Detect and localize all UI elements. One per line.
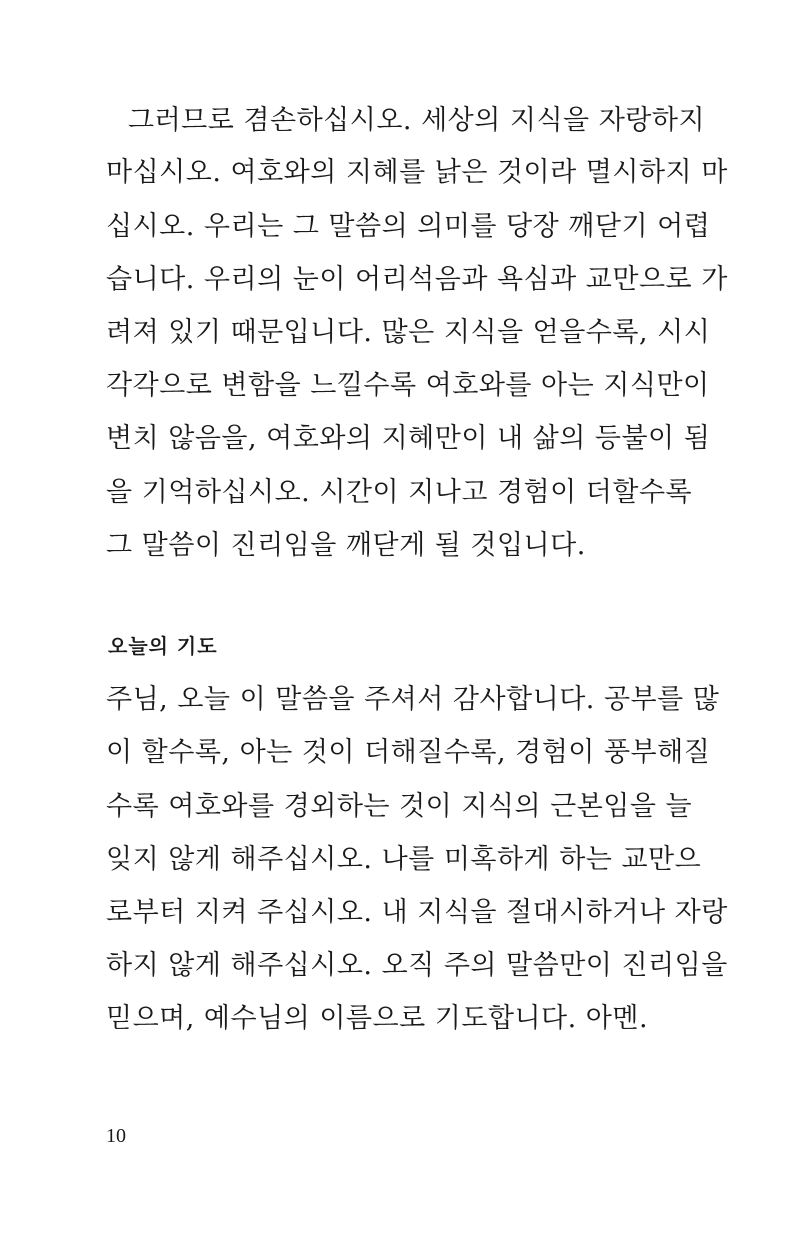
passage-line: 변치 않음을, 여호와의 지혜만이 내 삶의 등불이 됨	[106, 423, 711, 454]
passage-line: 마십시오. 여호와의 지혜를 낡은 것이라 멸시하지 마	[106, 157, 728, 188]
passage-line: 그러므로 겸손하십시오. 세상의 지식을 자랑하지	[128, 105, 706, 136]
prayer-line: 주님, 오늘 이 말씀을 주셔서 감사합니다. 공부를 많	[106, 684, 720, 715]
prayer-heading: 오늘의 기도	[108, 634, 218, 658]
prayer-line: 하지 않게 해주십시오. 오직 주의 말씀만이 진리임을	[106, 950, 728, 981]
passage-line: 십시오. 우리는 그 말씀의 의미를 당장 깨닫기 어렵	[106, 211, 711, 242]
page-number: 10	[106, 1125, 126, 1147]
prayer-line: 로부터 지켜 주십시오. 내 지식을 절대시하거나 자랑	[106, 897, 728, 928]
passage-line: 각각으로 변함을 느낄수록 여호와를 아는 지식만이	[106, 370, 710, 401]
passage-line: 그 말씀이 진리임을 깨닫게 될 것입니다.	[106, 530, 586, 561]
prayer-line: 수록 여호와를 경외하는 것이 지식의 근본임을 늘	[106, 791, 693, 822]
passage-line: 을 기억하십시오. 시간이 지나고 경험이 더할수록	[106, 477, 693, 508]
prayer-line: 이 할수록, 아는 것이 더해질수록, 경험이 풍부해질	[106, 737, 711, 768]
passage-line: 습니다. 우리의 눈이 어리석음과 욕심과 교만으로 가	[106, 264, 728, 295]
prayer-line: 믿으며, 예수님의 이름으로 기도합니다. 아멘.	[106, 1003, 649, 1034]
passage-line: 려져 있기 때문입니다. 많은 지식을 얻을수록, 시시	[106, 317, 711, 348]
prayer-line: 잊지 않게 해주십시오. 나를 미혹하게 하는 교만으	[106, 844, 702, 875]
